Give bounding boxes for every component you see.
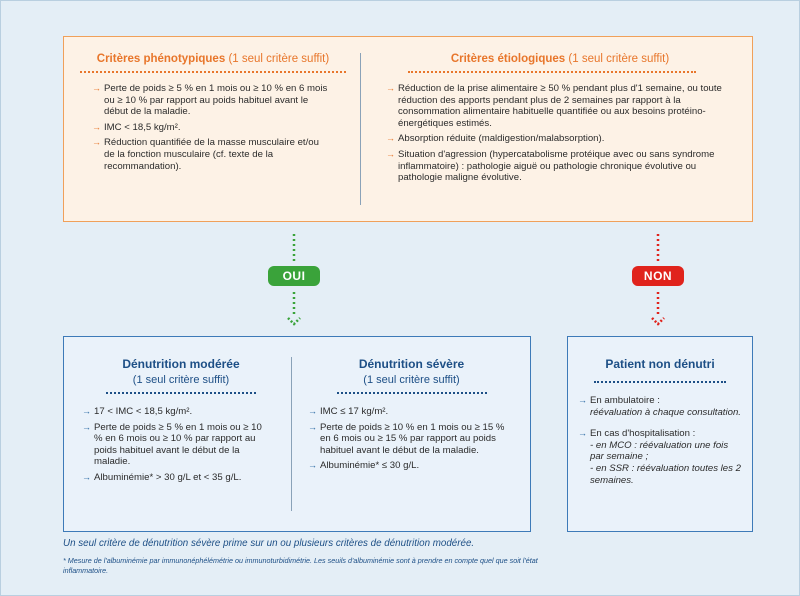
non-arrow-icon [652,318,664,324]
list-item [578,395,744,418]
severe-separator [337,392,487,394]
non-badge: NON [632,266,684,286]
moderate-subtitle: (1 seul critère suffit) [132,374,230,386]
list-item: → Perte de poids ≥ 5 % en 1 mois ou ≥ 10 % en 6 mois ou ≥ 10 % par rapport au poids habituel avant le début de la maladie. [92,83,332,118]
hospital-label: En cas d'hospitalisation : [590,428,696,440]
moderate-separator [106,392,256,394]
non-denutri-title: Patient non dénutri [605,357,715,371]
mco-text: - en MCO : réévaluation une fois par semaine ; [590,439,729,463]
list-item: → Absorption réduite (maldigestion/malabsorption). [386,133,736,145]
list-item: → IMC < 18,5 kg/m². [92,122,332,134]
oui-arrow-icon [288,318,300,324]
list-item: → Perte de poids ≥ 10 % en 1 mois ou ≥ 15 % en 6 mois ou ≥ 15 % par rapport au poids habituel avant le début de la maladie. [308,422,513,457]
moderate-column [76,357,286,488]
ssr-text: - en SSR : réévaluation toutes les 2 semaines. [590,462,741,486]
severe-list [304,406,513,472]
denutrition-box [63,336,531,532]
oui-badge: OUI [268,266,320,286]
etiologic-subtitle: (1 seul critère suffit) [568,53,670,65]
list-item: → Réduction quantifiée de la masse musculaire et/ou de la fonction musculaire (cf. texte de la recommandation). [92,137,332,172]
phenotypic-subtitle: (1 seul critère suffit) [228,53,330,65]
ambulatory-text: réévaluation à chaque consultation. [590,406,741,418]
moderate-list [76,406,270,484]
ambulatory-label: En ambulatoire : [590,395,660,406]
non-denutri-list [568,395,744,486]
list-item: → 17 < IMC < 18,5 kg/m². [82,406,270,418]
non-denutri-box [567,336,753,532]
severe-title: Dénutrition sévère [358,357,465,371]
severe-column [304,357,519,476]
list-item: → Albuminémie* ≤ 30 g/L. [308,460,513,472]
moderate-title: Dénutrition modérée [122,357,240,371]
albumin-footnote: * Mesure de l'albuminémie par immunonéphélémétrie ou immunoturbidimétrie. Les seuils d'albuminémie sont à prendre en compte quel que soit l'état inflammatoire. [63,556,538,575]
phenotypic-title: Critères phénotypiques [96,53,226,65]
list-item [578,428,744,486]
list-item: → Réduction de la prise alimentaire ≥ 50 % pendant plus d'1 semaine, ou toute réduction des apports pendant plus de 2 semaines par rapport à la consommation alimentaire habituelle quantifiée ou aux besoins protéino-énergétiques estimés. [386,83,736,129]
severity-note: Un seul critère de dénutrition sévère prime sur un ou plusieurs critères de dénutrition modérée. [63,538,475,549]
list-item: → IMC ≤ 17 kg/m². [308,406,513,418]
list-item: → Perte de poids ≥ 5 % en 1 mois ou ≥ 10 % en 6 mois ou ≥ 10 % par rapport au poids habituel avant le début de la maladie. [82,422,270,468]
non-denutri-separator [594,381,726,383]
column-divider [291,357,292,511]
list-item: → Albuminémie* > 30 g/L et < 35 g/L. [82,472,270,484]
severe-subtitle: (1 seul critère suffit) [363,374,460,386]
list-item: → Situation d'agression (hypercatabolisme protéique avec ou sans syndrome inflammatoire) : pathologie aiguë ou pathologie chronique évolutive ou pathologie maligne évolutive. [386,149,736,184]
etiologic-title: Critères étiologiques [450,53,566,65]
